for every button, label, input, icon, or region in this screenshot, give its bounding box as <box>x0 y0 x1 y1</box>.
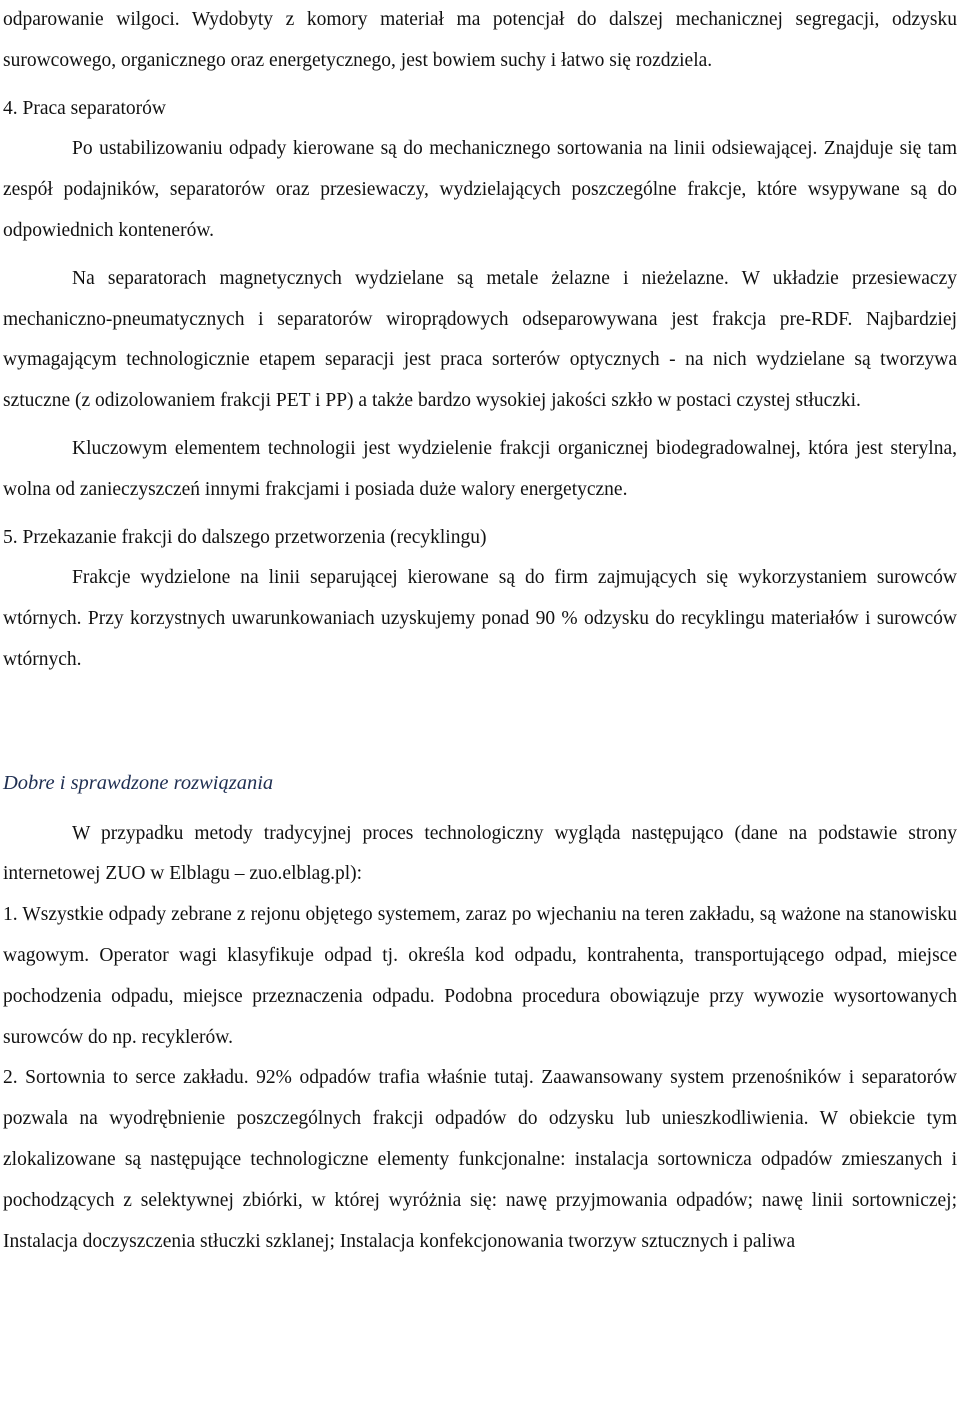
paragraph-sorting-line: Po ustabilizowaniu odpady kierowane są do mechanicznego sortowania na linii odsiewającej. Znajduje się tam zespół podajników, separatorów oraz przesiewaczy, wydzielających poszczególne frakcje, które wsypywane są do odpowiednich kontenerów. <box>3 138 957 241</box>
paragraph-weighing-station: 1. Wszystkie odpady zebrane z rejonu objętego systemem, zaraz po wjechaniu na teren zakładu, są ważone na stanowisku wagowym. Operator wagi klasyfikuje odpad tj. określa kod odpadu, kontrahenta, transportującego odpad, miejsce pochodzenia odpadu, miejsce przeznaczenia odpadu. Podobna procedura obowiązuje przy wywozie wysortowanych surowców do np. recyklerów. <box>3 904 957 1048</box>
section-heading-separators: 4. Praca separatorów <box>3 97 166 119</box>
paragraph-organic-fraction: Kluczowym elementem technologii jest wydzielenie frakcji organicznej biodegradowalnej, która jest sterylna, wolna od zanieczyszczeń innymi frakcjami i posiada duże walory energetyczne. <box>3 437 957 500</box>
section-heading-recycling: 5. Przekazanie frakcji do dalszego przetworzenia (recyklingu) <box>3 526 487 548</box>
paragraph-magnetic-separators: Na separatorach magnetycznych wydzielane są metale żelazne i nieżelazne. W układzie przesiewaczy mechaniczno-pneumatycznych i separatorów wiroprądowych odseparowywana jest frakcja pre-RDF. Najbardziej wymagającym technologicznie etapem separacji jest praca sorterów optycznych - na nich wydzielane są tworzywa sztuczne (z odizolowaniem frakcji PET i PP) a także bardzo wysokiej jakości szkło w postaci czystej stłuczki. <box>3 267 957 412</box>
paragraph-recycling-details: Frakcje wydzielone na linii separującej kierowane są do firm zajmujących się wykorzystaniem surowców wtórnych. Przy korzystnych uwarunkowaniach uzyskujemy ponad 90 % odzysku do recyklingu materiałów i surowców wtórnych. <box>3 567 957 670</box>
paragraph-sorting-plant: 2. Sortownia to serce zakładu. 92% odpadów trafia właśnie tutaj. Zaawansowany system przenośników i separatorów pozwala na wyodrębnienie poszczególnych frakcji odpadów do odzysku lub unieszkodliwienia. W obiekcie tym zlokalizowane są następujące technologiczne elementy funkcjonalne: instalacja sortownicza odpadów zmieszanych i pochodzących z selektywnej zbiórki, w której wyróżnia się: nawę przyjmowania odpadów; nawę linii sortowniczej; Instalacja doczyszczenia stłuczki szklanej; Instalacja konfekcjonowania tworzyw sztucznych i paliwa <box>3 1067 957 1252</box>
paragraph-traditional-method: W przypadku metody tradycyjnej proces technologiczny wygląda następująco (dane na podstawie strony internetowej ZUO w Elblagu – zuo.elblag.pl): <box>3 822 957 885</box>
heading-good-practices: Dobre i sprawdzone rozwiązania <box>3 771 274 794</box>
paragraph-drying-continuation: odparowanie wilgoci. Wydobyty z komory materiał ma potencjał do dalszej mechanicznej segregacji, odzysku surowcowego, organicznego oraz energetycznego, jest bowiem suchy i łatwo się rozdziela. <box>3 9 957 71</box>
document-page <box>3 0 957 1262</box>
